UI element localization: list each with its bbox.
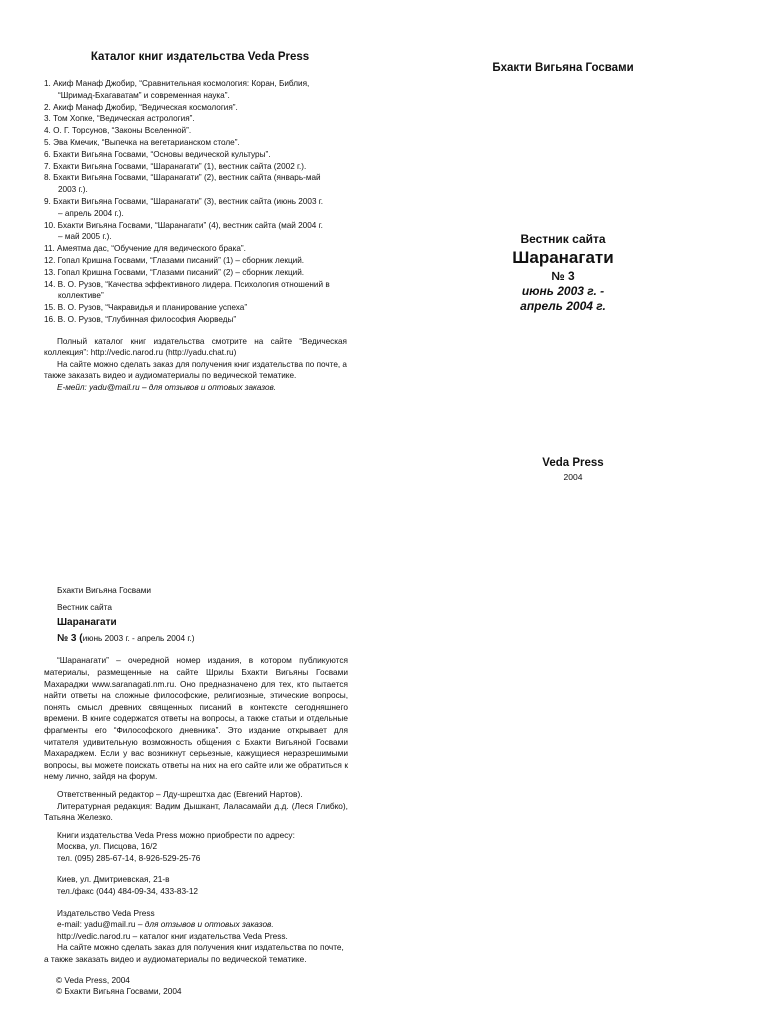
imprint-author: Бхакти Вигьяна Госвами (57, 585, 152, 595)
catalog-item-text: 2. Акиф Манаф Джобир, “Ведическая космология”. (44, 102, 238, 112)
catalog-item-text: 9. Бхакти Вигьяна Госвами, “Шаранагати” (3), вестник сайта (июнь 2003 г. (44, 196, 324, 206)
imprint-description (44, 655, 348, 783)
catalog-item (44, 102, 354, 114)
copyright-publisher: © Veda Press, 2004 (56, 974, 130, 985)
contacts-kiev-phone: тел./факс (044) 484-09-34, 433-83-12 (57, 886, 199, 897)
cover-period-end: апрель 2004 г. (520, 299, 606, 313)
contacts-email (57, 919, 348, 931)
catalog-item (44, 161, 354, 173)
contacts-moscow-address: Москва, ул. Писцова, 16/2 (57, 841, 158, 852)
contacts-email-note: для отзывов и оптовых заказов. (144, 919, 274, 930)
catalog-item-text: 6. Бхакти Вигьяна Госвами, “Основы ведической культуры”. (44, 149, 271, 159)
catalog-item-continuation: коллективе” (58, 291, 104, 301)
catalog-item (44, 78, 354, 102)
contacts-publisher: Издательство Veda Press (57, 907, 155, 918)
imprint-issue-number: № 3 ( (57, 632, 83, 644)
imprint-issue-period: июнь 2003 г. - апрель 2004 г.) (82, 632, 195, 643)
imprint-editor: Ответственный редактор – Лду-шрештха дас (Евгений Нартов). (57, 788, 303, 799)
catalog-item-continuation: – апрель 2004 г.). (58, 208, 124, 218)
catalog-item (44, 243, 354, 255)
contacts-kiev-address: Киев, ул. Дмитриевская, 21-в (57, 874, 170, 885)
cover-title: Шаранагати (512, 248, 614, 267)
catalog-item-continuation: 2003 г.). (58, 185, 88, 195)
catalog-item-text: 13. Гопал Кришна Госвами, “Глазами писаний” (2) – сборник лекций. (44, 267, 305, 277)
catalog-item (44, 125, 354, 137)
cover-title-block (468, 231, 658, 314)
cover-vestnik: Вестник сайта (520, 232, 606, 246)
imprint (44, 585, 348, 998)
catalog-item-text: 1. Акиф Манаф Джобир, “Сравнительная космология: Коран, Библия, (44, 79, 310, 88)
cover-publisher: Veda Press (542, 457, 604, 469)
imprint-issue (57, 633, 348, 645)
imprint-vestnik: Вестник сайта (57, 601, 112, 612)
catalog-item-text: 16. В. О. Рузов, “Глубинная философия Аюрведы” (44, 314, 237, 324)
catalog-item-text: 4. О. Г. Торсунов, “Законы Вселенной”. (44, 126, 192, 136)
catalog-item (44, 137, 354, 149)
catalog-note (44, 336, 347, 393)
imprint-contacts (44, 830, 348, 966)
catalog-item (44, 196, 354, 220)
catalog-item (44, 267, 354, 279)
catalog-note-email: E-мейл: yadu@mail.ru – для отзывов и оптовых заказов. (57, 382, 277, 392)
catalog-item (44, 279, 354, 303)
cover-number: № 3 (551, 269, 575, 283)
catalog-item-text: 14. В. О. Рузов, “Качества эффективного лидера. Психология отношений в (44, 279, 330, 289)
catalog-item-continuation: – май 2005 г.). (58, 232, 112, 242)
catalog-note-site: Полный каталог книг издательства смотрите на сайте “Ведическая коллекция”: http://vedic.narod.ru (http://yadu.chat.ru) (44, 337, 347, 358)
catalog-item (44, 302, 354, 314)
catalog-item-text: 10. Бхакти Вигьяна Госвами, “Шаранагати” (4), вестник сайта (май 2004 г. (44, 220, 323, 230)
catalog-note-order: На сайте можно сделать заказ для получения книг издательства по почте, а также заказать видео и аудиоматериалы по ведической тематике. (44, 359, 347, 381)
imprint-title: Шаранагати (57, 617, 117, 629)
contacts-moscow-phone: тел. (095) 285-67-14, 8-926-529-25-76 (57, 852, 201, 863)
imprint-editors (44, 789, 348, 824)
catalog-item-text: 8. Бхакти Вигьяна Госвами, “Шаранагати” (2), вестник сайта (январь-май (44, 173, 321, 183)
copyright-author: © Бхакти Вигьяна Госвами, 2004 (56, 986, 182, 997)
catalog-item (44, 314, 354, 326)
contacts-site: http://vedic.narod.ru – каталог книг издательства Veda Press. (57, 930, 288, 941)
catalog-item (44, 255, 354, 267)
contacts-email-label: e-mail: yadu@mail.ru – (57, 919, 145, 930)
cover-publisher-block (468, 457, 678, 482)
contacts-order: На сайте можно сделать заказ для получения книг издательства по почте, а также заказать видео и аудиоматериалы по ведической тематике. (44, 942, 344, 965)
catalog-item (44, 149, 354, 161)
catalog-list (44, 78, 354, 326)
catalog-item-text: 7. Бхакти Вигьяна Госвами, “Шаранагати” (1), вестник сайта (2002 г.). (44, 161, 307, 171)
imprint-description-text: “Шаранагати” – очередной номер издания, в котором публикуются материалы, размещенные на сайте Шрилы Бхакти Вигьяны Госвами Махараджи www.saranagati.nm.ru. Оно предназначено для тех, кто пытается найти ответы на сложные философские, религиозные, этические вопросы, понять смысл древних священных писаний в контексте сегодняшнего времени. В книге содержатся ответы на вопросы, а также статьи и отдельные фрагменты его “Философского дневника”. Это издание открывает для читателя удивительную возможность общения с Бхакти Вигьяной Госвами Махараджем. Если у вас возникнут серьезные, кажущиеся неразрешимыми вопросы, вы можете поискать ответы на них на его сайте или же обратиться к нему лично, зайдя на форум. (44, 655, 348, 782)
catalog-item (44, 172, 354, 196)
imprint-lit-editors: Литературная редакция: Вадим Дышкант, Лаласамайи д.д. (Леся Глибко), Татьяна Железко. (44, 800, 348, 823)
catalog-item-text: 12. Гопал Кришна Госвами, “Глазами писаний” (1) – сборник лекций. (44, 255, 305, 265)
cover-year: 2004 (563, 472, 583, 482)
catalog-item-text: 3. Том Хопке, “Ведическая астрология”. (44, 114, 195, 124)
catalog-item-text: 11. Амеятма дас, “Обучение для ведического брака”. (44, 244, 246, 254)
copyright (56, 975, 348, 998)
cover-author: Бхакти Вигьяна Госвами (492, 62, 634, 74)
catalog-item-continuation: “Шримад-Бхагаватам” и современная наука”. (58, 90, 230, 100)
catalog-title: Каталог книг издательства Veda Press (90, 51, 310, 63)
catalog-item (44, 113, 354, 125)
contacts-moscow-heading: Книги издательства Veda Press можно приобрести по адресу: (57, 829, 295, 840)
catalog-item-text: 15. В. О. Рузов, “Чакравидья и планирование успеха” (44, 303, 248, 313)
cover-period-start: июнь 2003 г. - (521, 284, 605, 298)
catalog-item-text: 5. Эва Кмечик, “Выпечка на вегетарианском столе”. (44, 137, 240, 147)
catalog-item (44, 220, 354, 244)
